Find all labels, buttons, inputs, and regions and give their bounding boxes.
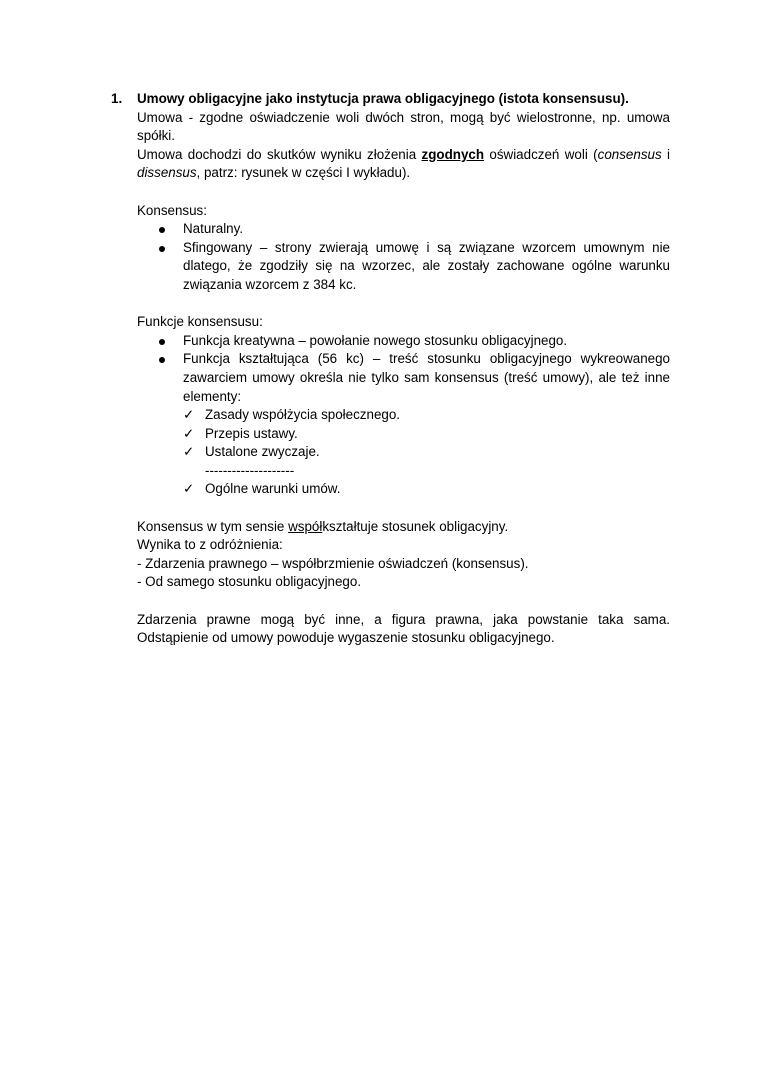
umowa-skutki-paragraph (137, 146, 670, 183)
odroznienie-intro: Wynika to z odróżnienia: (137, 537, 283, 553)
text-run: Odstąpienie od umowy powoduje wygaszenie stosunku obligacyjnego. (137, 630, 555, 646)
checklist-item (183, 406, 670, 425)
document-content (111, 90, 671, 648)
text-run: oświadczeń woli ( (484, 146, 598, 162)
list-item (137, 220, 670, 239)
text-run: , patrz: rysunek w części I wykładu). (196, 165, 411, 181)
checklist-separator (183, 462, 670, 481)
list-item (137, 239, 670, 295)
bullet-icon (159, 246, 165, 252)
odroznienie-item-2: - Od samego stosunku obligacyjnego. (137, 574, 362, 590)
bullet-icon (159, 357, 165, 363)
text-run: i (661, 146, 671, 162)
term-consensus: consensus (597, 146, 662, 162)
text-run: Zdarzenia prawne mogą być inne, a figura prawna, jaka powstanie taka sama. (137, 611, 670, 627)
funkcje-label: Funkcje konsensusu: (137, 314, 263, 330)
konsensus-label: Konsensus: (137, 202, 207, 218)
checkmark-icon: ✓ (183, 407, 195, 423)
separator-text: -------------------- (205, 462, 295, 478)
checkmark-icon: ✓ (183, 444, 195, 460)
checklist-item (183, 425, 670, 444)
umowa-definition: Umowa - zgodne oświadczenie woli dwóch stron, mogą być wielostronne, np. umowa spółki. (137, 109, 670, 144)
list-item-text: Funkcja kształtująca (56 kc) – treść stosunku obligacyjnego wykreowanego zawarciem umowy określa nie tylko sam konsensus (treść umowy), ale też inne elementy: (183, 351, 670, 404)
list-item (137, 350, 670, 406)
checklist-item-text: Ogólne warunki umów. (205, 481, 341, 497)
checklist-item (183, 443, 670, 462)
list-item-text: Naturalny. (183, 221, 244, 237)
checklist-item-text: Przepis ustawy. (205, 425, 298, 441)
emphasis-zgodnych: zgodnych (421, 146, 485, 162)
checklist-item-text: Ustalone zwyczaje. (205, 444, 320, 460)
checklist-item-text: Zasady współżycia społecznego. (205, 407, 401, 423)
heading-number: 1. (111, 91, 123, 106)
checkmark-icon: ✓ (183, 481, 195, 497)
elements-checklist (137, 406, 670, 499)
underlined-wspol: współ (288, 518, 323, 534)
heading-text: Umowy obligacyjne jako instytucja prawa obligacyjnego (istota konsensusu). (137, 91, 629, 106)
term-dissensus: dissensus (137, 165, 197, 181)
odroznienie-item-1: - Zdarzenia prawnego – współbrzmienie oświadczeń (konsensus). (137, 555, 529, 571)
konsensus-list (137, 220, 670, 294)
text-run: kształtuje stosunek obligacyjny. (322, 518, 509, 534)
bullet-icon (159, 339, 165, 345)
text-run: Konsensus w tym sensie (137, 518, 289, 534)
list-item-text: Funkcja kreatywna – powołanie nowego stosunku obligacyjnego. (183, 332, 568, 348)
wspolksztaltuje-paragraph (137, 518, 670, 537)
text-run: Umowa dochodzi do skutków wyniku złożenia (137, 146, 422, 162)
list-item (137, 332, 670, 351)
section-heading (111, 90, 670, 109)
list-item-text: Sfingowany – strony zwierają umowę i są związane wzorcem umownym nie dlatego, że zgodziły się na wzorzec, ale zostały zachowane ogólne warunku związania wzorcem z 384 kc. (183, 239, 670, 292)
closing-paragraph (137, 611, 670, 648)
funkcje-list (137, 332, 670, 406)
bullet-icon (159, 227, 165, 233)
checkmark-icon: ✓ (183, 425, 195, 441)
checklist-item (183, 480, 670, 499)
